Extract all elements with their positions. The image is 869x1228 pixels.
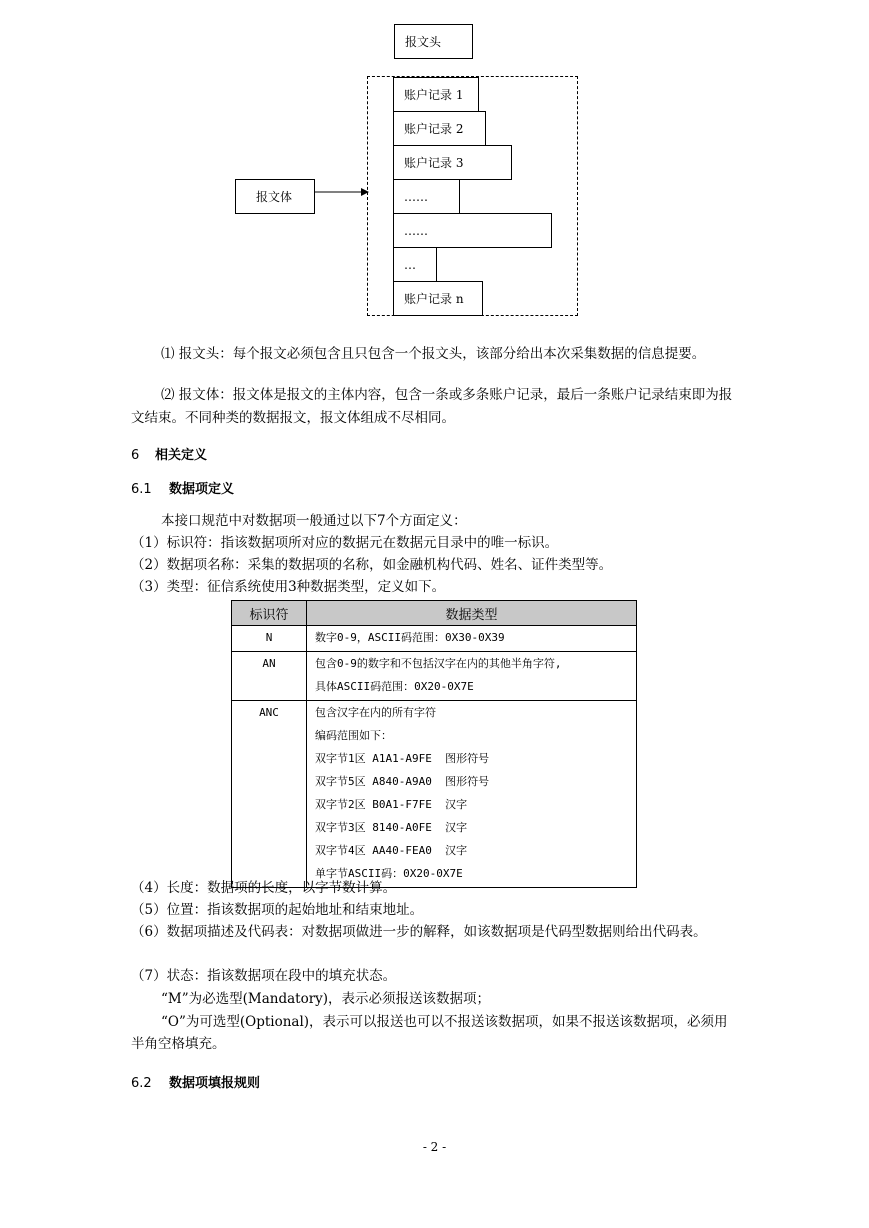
body-box: 报文体 — [235, 179, 315, 214]
type-desc — [307, 701, 637, 888]
table-header-row — [232, 601, 637, 626]
status-mandatory: “M”为必选型(Mandatory)，表示必须报送该数据项； — [161, 991, 491, 1007]
desc-line: 具体ASCII码范围：0X20-0X7E — [315, 680, 474, 693]
header-box: 报文头 — [394, 24, 473, 59]
section-6-2-heading: 6.2 数据项填报规则 — [131, 1076, 261, 1091]
desc-line: 双字节5区 A840-A9A0 图形符号 — [315, 775, 490, 788]
record-box-n: 账户记录 n — [393, 281, 483, 316]
item-4: （4）长度：数据项的长度，以字节数计算。 — [131, 880, 397, 896]
desc-line: 数字0-9，ASCII码范围：0X30-0X39 — [315, 631, 505, 644]
item-3: （3）类型：征信系统使用3种数据类型，定义如下。 — [131, 579, 446, 595]
intro-text: 本接口规范中对数据项一般通过以下7个方面定义： — [161, 513, 467, 529]
type-id: ANC — [232, 701, 307, 888]
item-2: （2）数据项名称：采集的数据项的名称，如金融机构代码、姓名、证件类型等。 — [131, 557, 613, 573]
desc-line: 双字节4区 AA40-FEA0 汉字 — [315, 844, 468, 857]
desc-line: 双字节1区 A1A1-A9FE 图形符号 — [315, 752, 490, 765]
item-5: （5）位置：指该数据项的起始地址和结束地址。 — [131, 902, 424, 918]
type-desc — [307, 626, 637, 652]
arrow-icon — [315, 186, 371, 198]
record-box-5: …… — [393, 213, 552, 248]
item-6: （6）数据项描述及代码表：对数据项做进一步的解释，如该数据项是代码型数据则给出代码表。 — [131, 924, 707, 940]
desc-line: 双字节2区 B0A1-F7FE 汉字 — [315, 798, 468, 811]
header-data-type: 数据类型 — [307, 601, 637, 626]
record-box-4: …… — [393, 179, 460, 214]
record-box-3: 账户记录 3 — [393, 145, 512, 180]
table-row — [232, 701, 637, 888]
status-optional: “O”为可选型(Optional)，表示可以报送也可以不报送该数据项，如果不报送该数据项，必须用半角空格填充。 — [131, 1014, 728, 1052]
desc-line: 双字节3区 8140-A0FE 汉字 — [315, 821, 468, 834]
record-box-1: 账户记录 1 — [393, 77, 479, 112]
type-desc — [307, 652, 637, 701]
type-id: AN — [232, 652, 307, 701]
item-1: （1）标识符：指该数据项所对应的数据元在数据元目录中的唯一标识。 — [131, 535, 559, 551]
table-row — [232, 626, 637, 652]
note-1: ⑴ 报文头：每个报文必须包含且只包含一个报文头，该部分给出本次采集数据的信息提要。 — [161, 346, 706, 362]
type-id: N — [232, 626, 307, 652]
desc-line: 包含汉字在内的所有字符 — [315, 706, 436, 719]
section-6-1-heading: 6.1 数据项定义 — [131, 482, 235, 497]
section-6-heading: 6 相关定义 — [131, 448, 208, 463]
desc-line: 编码范围如下： — [315, 729, 392, 742]
desc-line: 包含0-9的数字和不包括汉字在内的其他半角字符, — [315, 657, 562, 670]
table-row — [232, 652, 637, 701]
header-identifier: 标识符 — [232, 601, 307, 626]
record-box-6: … — [393, 247, 437, 282]
desc-line: 单字节ASCII码：0X20-0X7E — [315, 867, 463, 880]
page-number: - 2 - — [422, 1140, 447, 1154]
data-type-table — [231, 600, 637, 888]
record-box-2: 账户记录 2 — [393, 111, 486, 146]
note-2: ⑵ 报文体：报文体是报文的主体内容，包含一条或多条账户记录，最后一条账户记录结束即为报文结束。不同种类的数据报文，报文体组成不尽相同。 — [131, 387, 733, 426]
item-7: （7）状态：指该数据项在段中的填充状态。 — [131, 968, 397, 984]
